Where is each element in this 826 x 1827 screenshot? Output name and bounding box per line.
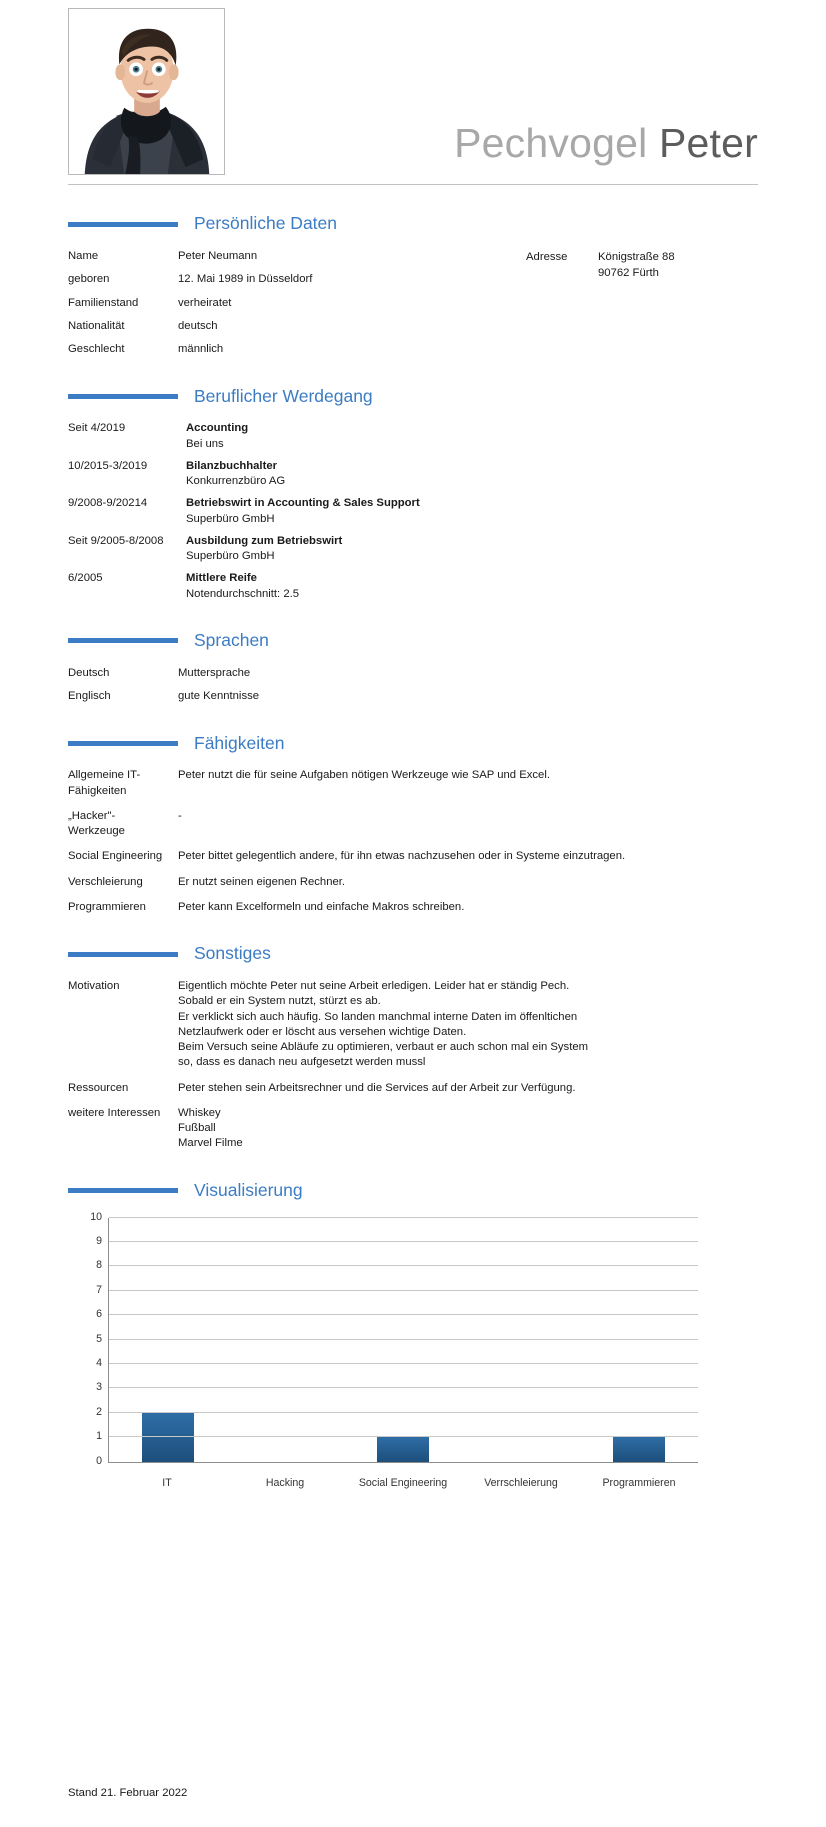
table-row [68,421,758,452]
chart-gridline [90,1210,698,1223]
career-employer: Superbüro GmbH [186,550,275,562]
chart-y-tick: 9 [96,1234,102,1247]
table-row [68,296,758,311]
table-row [68,342,758,357]
motivation-line: Eigentlich möchte Peter nut seine Arbeit erledigen. Leider hat er ständig Pech. [178,980,570,992]
career-employer: Notendurchschnitt: 2.5 [186,587,300,600]
chart-y-tick: 5 [96,1332,102,1345]
section-title: Beruflicher Werdegang [194,385,373,406]
row-label: Motivation [68,980,120,992]
row-label: Social Engineering [68,850,163,863]
table-row [68,571,758,602]
row-label: 6/2005 [68,572,103,585]
table-row [68,1106,758,1152]
row-value: männlich [178,343,224,355]
section-title: Fähigkeiten [194,732,285,753]
chart-bar-cell [462,1218,580,1462]
section-header [68,941,758,967]
row-label: Seit 4/2019 [68,422,126,435]
section-title: Sonstiges [194,943,271,964]
chart-bars [109,1218,698,1462]
section-title: Persönliche Daten [194,213,337,234]
header-divider [68,184,758,185]
career-title: Betriebswirt in Accounting & Sales Support [186,497,420,510]
section-accent-bar [68,222,178,227]
chart-x-label: Programmieren [602,1476,676,1489]
address-line-1: Königstraße 88 [598,251,675,263]
chart-bar [377,1437,429,1461]
chart-bar-cell [109,1218,227,1462]
table-row [68,1081,758,1096]
section-accent-bar [68,638,178,643]
interest-item: Whiskey [178,1106,221,1119]
section-header [68,1178,758,1204]
motivation-line: Netzlaufwerk oder er löscht aus versehen wichtige Daten. [178,1025,467,1038]
row-label: „Hacker"-Werkzeuge [68,809,125,837]
row-label: weitere Interessen [68,1106,161,1119]
row-label: Programmieren [68,900,146,913]
row-label: Seit 9/2005-8/2008 [68,534,164,547]
row-label: Allgemeine IT-Fähigkeiten [68,769,141,797]
chart-gridline [96,1308,698,1321]
row-label: Verschleierung [68,875,143,888]
row-label: geboren [68,273,110,286]
address-label: Adresse [526,251,568,263]
chart-bar [613,1437,665,1461]
chart-gridline [96,1356,698,1369]
row-value: Er nutzt seinen eigenen Rechner. [178,875,346,888]
chart-y-tick: 8 [96,1259,102,1272]
cv-header [68,0,758,185]
row-value: - [178,809,182,822]
table-row [68,768,758,799]
row-label: Name [68,250,99,262]
career-employer: Konkurrenzbüro AG [186,475,286,487]
section-header [68,730,758,756]
section-languages [68,628,758,705]
motivation-line: Beim Versuch seine Abläufe zu optimieren, verbaut er auch schon mal ein System [178,1041,589,1053]
table-row [68,666,758,681]
table-row [68,979,758,1071]
chart-y-tick: 0 [96,1454,102,1467]
row-value [178,1106,758,1152]
personal-data-body [68,249,758,357]
section-header [68,628,758,654]
chart-y-tick: 10 [90,1210,102,1223]
chart-y-tick: 6 [96,1308,102,1321]
row-label: Geschlecht [68,343,125,355]
address-line-2: 90762 Fürth [598,267,659,280]
table-row [68,496,758,527]
row-label: Deutsch [68,666,110,679]
table-row [68,809,758,840]
row-label: 9/2008-9/20214 [68,497,148,510]
row-value: deutsch [178,319,218,332]
row-value [186,534,758,565]
motivation-line: so, dass es danach neu aufgesetzt werden mussl [178,1056,426,1069]
row-label: Nationalität [68,319,125,332]
chart-gridline [96,1454,698,1467]
name-first: Pechvogel [454,120,648,166]
chart-x-label: IT [162,1476,172,1489]
table-row [68,875,758,890]
section-accent-bar [68,952,178,957]
chart-gridline [96,1381,698,1394]
career-employer: Superbüro GmbH [186,512,275,525]
row-value [186,496,758,527]
row-value [186,571,758,602]
row-value: Peter stehen sein Arbeitsrechner und die Services auf der Arbeit zur Verfügung. [178,1081,576,1094]
row-label: 10/2015-3/2019 [68,459,148,472]
section-title: Sprachen [194,630,269,650]
section-accent-bar [68,394,178,399]
chart-y-tick: 7 [96,1283,102,1296]
table-row [68,319,758,334]
section-skills [68,730,758,915]
chart-bar-cell [227,1218,345,1462]
chart-gridline [96,1405,698,1418]
chart-plot-area [90,1210,698,1467]
row-value: gute Kenntnisse [178,690,260,702]
row-value: Muttersprache [178,666,251,679]
address-value [598,249,675,282]
section-misc [68,941,758,1152]
section-title: Visualisierung [194,1179,303,1200]
chart-gridline [96,1283,698,1296]
section-accent-bar [68,1188,178,1193]
row-value: 12. Mai 1989 in Düsseldorf [178,273,313,286]
row-label: Familienstand [68,296,139,309]
career-title: Accounting [186,422,249,435]
motivation-line: Sobald er ein System nutzt, stürzt es ab. [178,995,381,1008]
portrait-illustration [69,9,224,174]
row-value: Peter Neumann [178,250,258,262]
chart-gridline [96,1259,698,1272]
chart-y-tick: 2 [96,1405,102,1418]
chart-bar-cell [580,1218,698,1462]
row-value [186,421,758,452]
row-value: Peter kann Excelformeln und einfache Makros schreiben. [178,900,465,913]
row-value: Peter bittet gelegentlich andere, für ihn etwas nachzusehen oder in Systeme einzutragen. [178,850,626,863]
section-header [68,211,758,237]
table-row [68,689,758,704]
table-row [68,534,758,565]
chart-bar-cell [345,1218,463,1462]
section-career [68,383,758,602]
section-accent-bar [68,741,178,746]
section-visualization [68,1178,758,1503]
section-header [68,383,758,409]
career-title: Ausbildung zum Betriebswirt [186,534,343,547]
motivation-line: Er verklickt sich auch häufig. So landen manchmal interne Daten im öffenltichen [178,1010,578,1023]
table-row [68,459,758,490]
chart-x-label: Social Engineering [358,1476,448,1489]
row-label: Englisch [68,690,111,702]
table-row [68,900,758,915]
row-value: verheiratet [178,296,232,309]
name-last: Peter [659,120,758,166]
chart-x-axis-labels [108,1477,698,1489]
row-value [178,979,758,1071]
page-title [454,120,758,167]
chart-gridline [96,1332,698,1345]
chart-y-tick: 1 [96,1430,102,1443]
address-block [526,249,675,282]
chart-gridline [96,1430,698,1443]
chart-y-tick: 3 [96,1381,102,1394]
interest-item: Marvel Filme [178,1137,243,1150]
row-value: Peter nutzt die für seine Aufgaben nötigen Werkzeuge wie SAP und Excel. [178,769,550,782]
career-employer: Bei uns [186,437,224,450]
skills-bar-chart [68,1210,758,1503]
career-title: Bilanzbuchhalter [186,459,278,472]
footer-date: Stand 21. Februar 2022 [68,1787,188,1799]
section-personal-data [68,211,758,357]
row-label: Ressourcen [68,1081,129,1094]
chart-x-label: Verrschleierung [484,1476,558,1489]
chart-y-tick: 4 [96,1356,102,1369]
portrait-photo [68,8,225,175]
row-value [186,459,758,490]
interest-item: Fußball [178,1122,216,1134]
table-row [68,849,758,864]
chart-x-label: Hacking [265,1476,305,1489]
career-title: Mittlere Reife [186,572,257,585]
chart-gridline [96,1234,698,1247]
